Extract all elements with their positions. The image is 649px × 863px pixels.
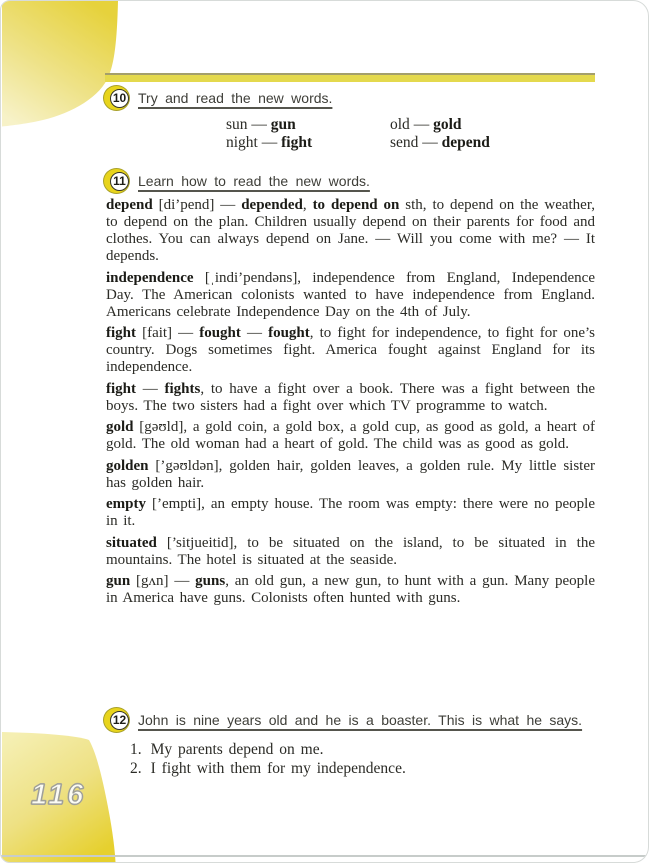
vocab-bold-text: independence bbox=[106, 269, 194, 286]
pair-new-word: depend bbox=[441, 133, 490, 151]
vocab-entry bbox=[106, 197, 595, 265]
word-pairs-right-column bbox=[390, 116, 490, 151]
vocab-entry bbox=[106, 496, 595, 530]
vocab-text: , an old gun, a new gun, to hunt with a gun. Many people in America have guns. Colonists often hunted with guns. bbox=[106, 573, 596, 606]
vocab-text: [ˌindi’pendəns], independence from England, Independence Day. The American colonists wanted to have independence from England. Americans celebrate Independence Day on the 4th of July. bbox=[106, 269, 595, 320]
pair-base-word: sun bbox=[226, 116, 248, 133]
list-item-number: 2. bbox=[130, 759, 142, 777]
top-left-corner-decoration bbox=[2, 1, 118, 127]
boaster-list-item bbox=[130, 760, 406, 779]
vocab-text: [gəʊld], a gold coin, a gold box, a gold cup, as good as gold, a heart of gold. The old woman had a heart of gold. The child was as good as gold. bbox=[106, 419, 595, 452]
exercise-10-number: 10 bbox=[110, 89, 129, 108]
pair-base-word: send bbox=[390, 133, 419, 151]
vocab-entry bbox=[106, 419, 595, 453]
vocab-entry bbox=[106, 573, 595, 607]
exercise-12-instruction: John is nine years old and he is a boaster. This is what he says. bbox=[138, 712, 583, 728]
vocab-text: [’sitjueitid], to be situated on the island, to be situated in the mountains. The hotel is situated at the seaside. bbox=[106, 534, 595, 568]
vocab-bold-text: fought bbox=[268, 325, 310, 341]
pair-dash: — bbox=[257, 133, 282, 151]
top-rule bbox=[105, 73, 595, 82]
vocab-bold-text: depend bbox=[106, 197, 153, 213]
pair-dash: — bbox=[418, 133, 442, 151]
exercise-10-header bbox=[104, 86, 332, 110]
list-item-text: My parents depend on me. bbox=[150, 741, 324, 758]
pair-new-word: gold bbox=[433, 116, 462, 133]
vocab-entry bbox=[106, 381, 595, 415]
bottom-rule bbox=[1, 855, 648, 857]
boaster-list bbox=[130, 741, 406, 778]
vocab-bold-text: fights bbox=[164, 380, 201, 397]
exercise-12-badge bbox=[104, 708, 129, 732]
vocab-bold-text: fight bbox=[106, 380, 136, 397]
pair-dash: — bbox=[247, 116, 271, 133]
vocab-bold-text: situated bbox=[106, 534, 157, 551]
vocab-entry bbox=[106, 270, 595, 321]
boaster-list-item bbox=[130, 741, 406, 760]
vocab-bold-text: guns bbox=[195, 573, 226, 589]
vocab-entry bbox=[106, 458, 595, 492]
exercise-10-instruction: Try and read the new words. bbox=[138, 90, 333, 106]
exercise-12-header bbox=[104, 708, 582, 732]
exercise-11-badge bbox=[104, 169, 129, 193]
vocab-bold-text: fought bbox=[199, 325, 241, 341]
vocab-text: , to have a fight over a book. There was a fight between the boys. The two sisters had a fight over which TV programme to watch. bbox=[106, 380, 595, 414]
vocab-bold-text: fight bbox=[106, 325, 136, 341]
vocab-text: [di’pend] — bbox=[152, 197, 242, 213]
vocab-text: — bbox=[136, 380, 165, 397]
vocab-text: [fait] — bbox=[136, 325, 200, 341]
word-pair bbox=[226, 116, 312, 134]
exercise-12-number: 12 bbox=[110, 711, 129, 730]
vocab-entry bbox=[106, 325, 595, 376]
vocab-text: , bbox=[302, 197, 313, 213]
page-number: 116 bbox=[31, 779, 87, 811]
vocab-bold-text: empty bbox=[106, 496, 146, 512]
word-pair bbox=[390, 134, 490, 152]
vocab-text: , to fight for independence, to fight for one’s country. Dogs sometimes fight. America fought against England for its independence. bbox=[106, 325, 595, 375]
exercise-10-badge bbox=[104, 86, 129, 110]
vocab-bold-text: gun bbox=[106, 573, 131, 589]
pair-dash: — bbox=[409, 116, 434, 133]
pair-new-word: gun bbox=[270, 116, 296, 133]
vocab-text: — bbox=[240, 325, 269, 341]
vocab-bold-text: gold bbox=[106, 419, 134, 435]
pair-new-word: fight bbox=[281, 133, 313, 151]
list-item-text: I fight with them for my independence. bbox=[150, 759, 406, 777]
list-item-number: 1. bbox=[130, 741, 142, 758]
word-pairs-left-column bbox=[226, 116, 312, 151]
vocab-entry bbox=[106, 535, 595, 569]
pair-base-word: night bbox=[226, 133, 258, 151]
vocab-text: [’gəʊldən], golden hair, golden leaves, a golden rule. My little sister has golden hair. bbox=[106, 457, 595, 491]
vocab-text: [gʌn] — bbox=[130, 573, 196, 589]
word-pair bbox=[390, 116, 490, 134]
exercise-11-instruction: Learn how to read the new words. bbox=[138, 173, 370, 189]
vocab-text: [’empti], an empty house. The room was empty: there were no people in it. bbox=[106, 496, 595, 529]
pair-base-word: old bbox=[390, 116, 410, 133]
vocab-bold-text: to depend on bbox=[312, 197, 400, 213]
exercise-11-number: 11 bbox=[110, 172, 129, 191]
vocab-bold-text: depended bbox=[241, 197, 303, 213]
exercise-11-header bbox=[104, 169, 370, 193]
word-pair bbox=[226, 134, 312, 152]
vocab-text: sth, to depend on the weather, to depend on the plan. Children usually depend on their parents for food and clothes. You can always depend on Jane. — Will you come with me? — It depends. bbox=[106, 197, 595, 264]
vocab-bold-text: golden bbox=[106, 457, 149, 474]
vocabulary-list bbox=[106, 197, 595, 612]
